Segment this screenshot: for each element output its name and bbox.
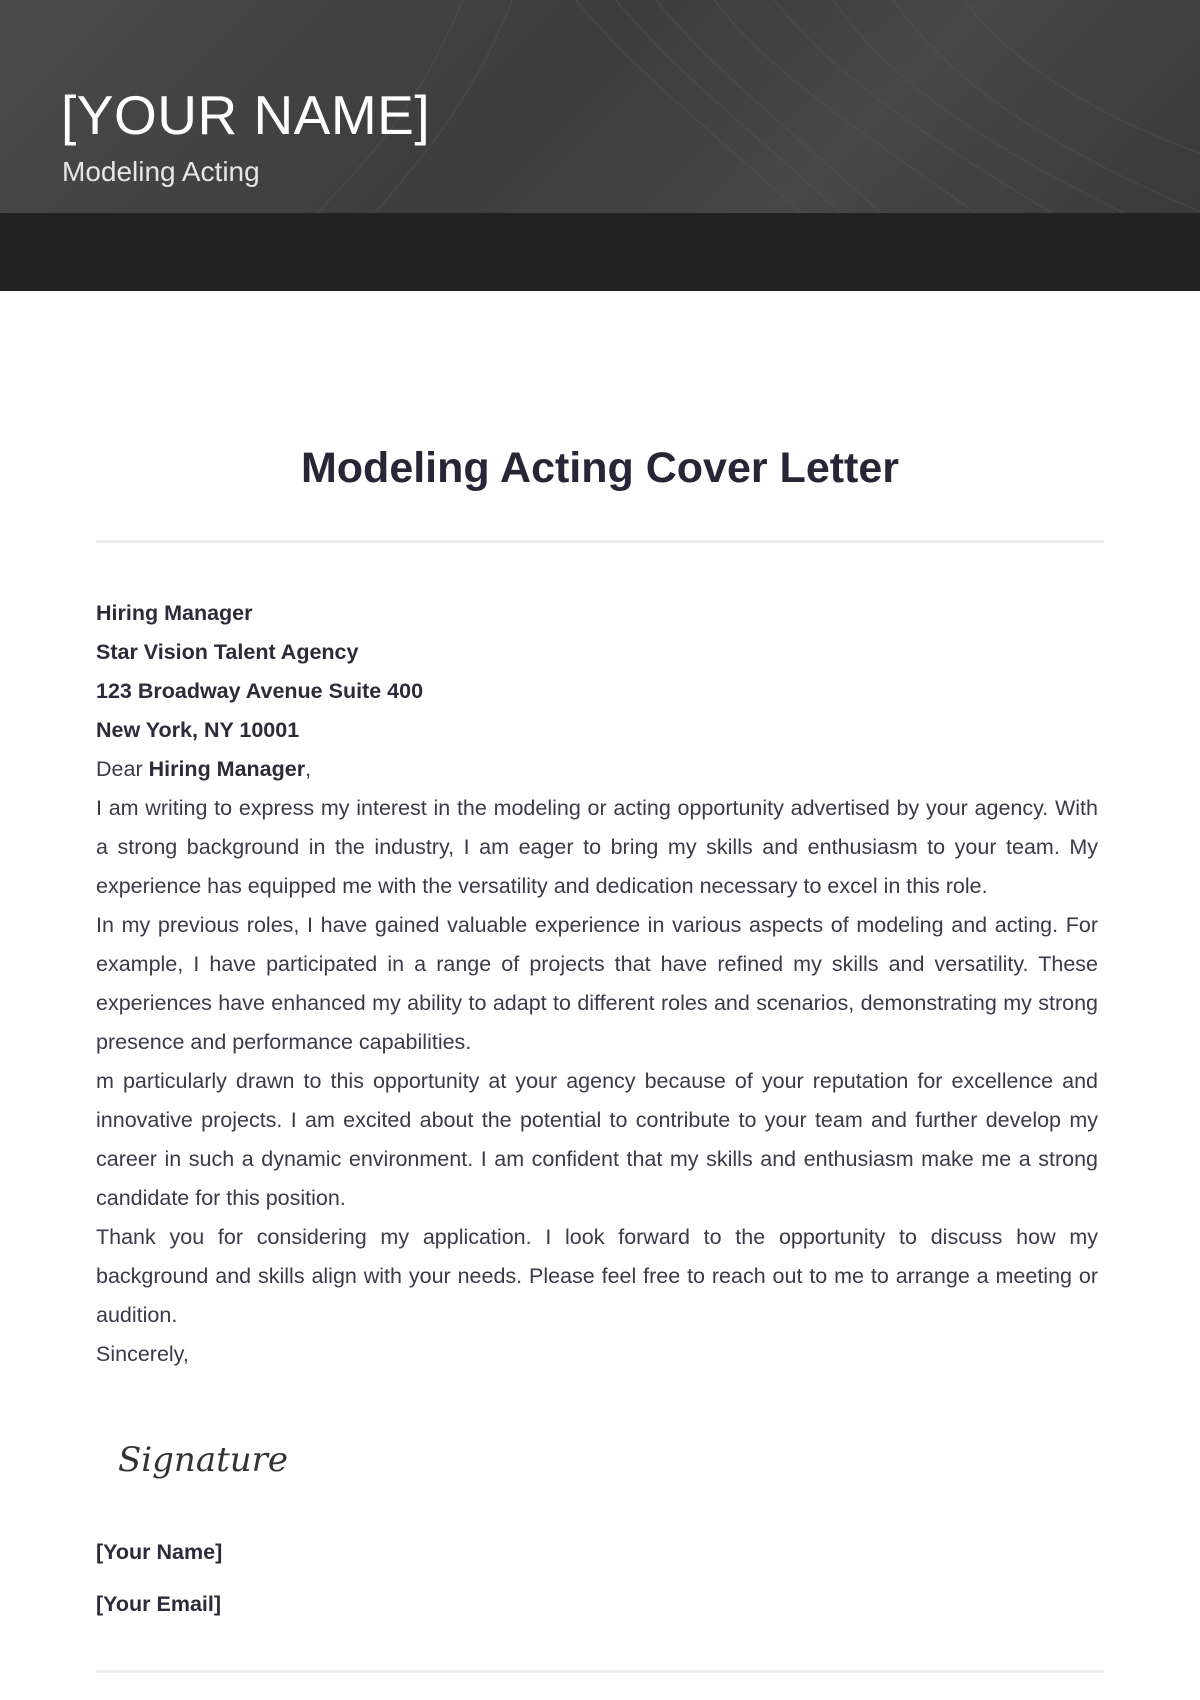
greeting-name: Hiring Manager xyxy=(148,757,306,781)
header-dark-band xyxy=(0,213,1200,291)
greeting xyxy=(96,750,1098,789)
recipient-city: New York, NY 10001 xyxy=(96,718,300,742)
closing: Sincerely, xyxy=(96,1342,189,1366)
letter-body xyxy=(96,594,1098,1374)
body-paragraph: m particularly drawn to this opportunity at your agency because of your reputation for excellence and innovative projects. I am excited about the potential to contribute to your team and further develop my career in such a dynamic environment. I am confident that my skills and enthusiasm make me a strong candidate for this position. xyxy=(96,1069,1098,1210)
header-banner xyxy=(0,0,1200,213)
divider-top xyxy=(96,540,1104,543)
header-subtitle: Modeling Acting xyxy=(62,156,260,187)
header-name: [YOUR NAME] xyxy=(61,84,431,146)
body-paragraph: Thank you for considering my application. I look forward to the opportunity to discuss how my background and skills align with your needs. Please feel free to reach out to me to arrange a meeting or audition. xyxy=(96,1225,1098,1327)
signature-name: [Your Name] xyxy=(96,1540,223,1564)
body-paragraph: I am writing to express my interest in the modeling or acting opportunity advertised by your agency. With a strong background in the industry, I am eager to bring my skills and enthusiasm to your team. My experience has equipped me with the versatility and dedication necessary to excel in this role. xyxy=(96,796,1098,898)
signature-image: Signature xyxy=(118,1440,289,1480)
body-paragraph: In my previous roles, I have gained valuable experience in various aspects of modeling and acting. For example, I have participated in a range of projects that have refined my skills and versatility. These experiences have enhanced my ability to adapt to different roles and scenarios, demonstrating my strong presence and performance capabilities. xyxy=(96,913,1098,1054)
signature-email: [Your Email] xyxy=(96,1592,222,1616)
page-title: Modeling Acting Cover Letter xyxy=(300,444,900,492)
greeting-prefix: Dear xyxy=(96,757,143,781)
recipient-name: Hiring Manager xyxy=(96,601,253,625)
recipient-agency: Star Vision Talent Agency xyxy=(96,640,359,664)
recipient-street: 123 Broadway Avenue Suite 400 xyxy=(96,679,424,703)
divider-bottom xyxy=(96,1670,1104,1673)
greeting-suffix: , xyxy=(305,757,312,781)
